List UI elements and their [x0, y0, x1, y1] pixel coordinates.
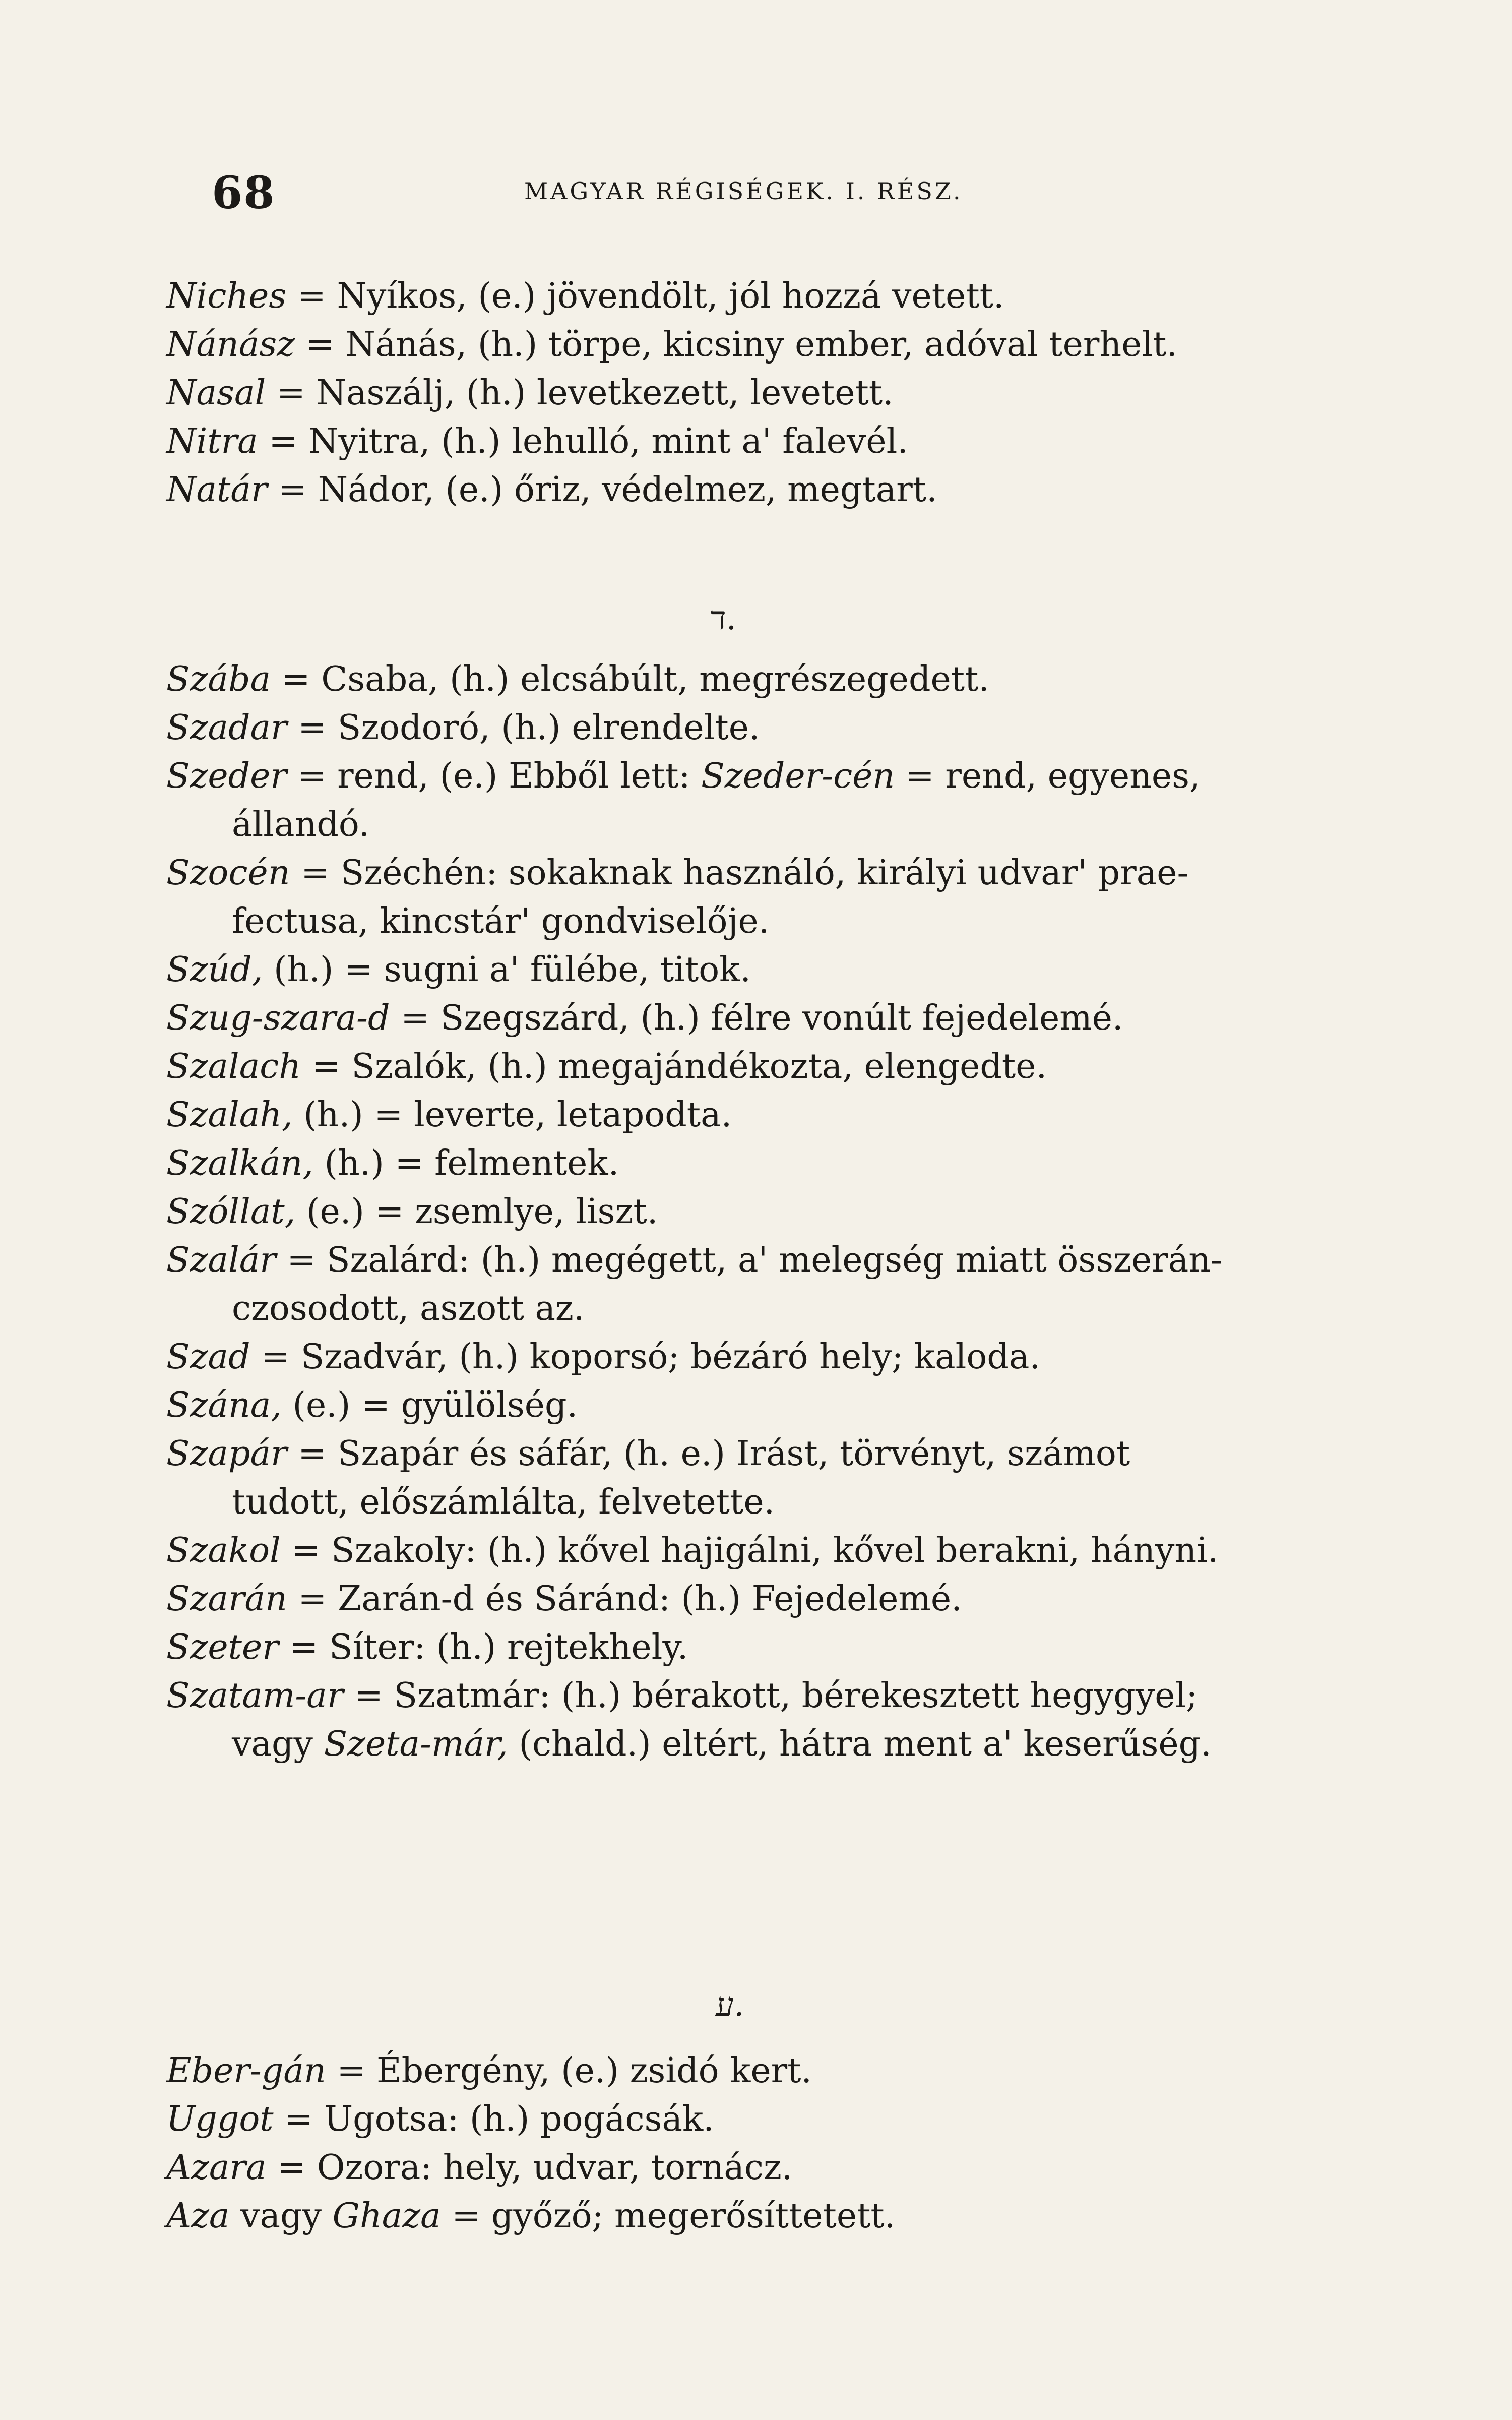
definition-part: = győző; megerősíttetett.	[440, 2196, 896, 2236]
inline-term: Ghaza	[332, 2196, 441, 2236]
headword: Nitra	[166, 421, 258, 461]
headword: Szalkán,	[166, 1143, 313, 1183]
headword: Niches	[166, 276, 287, 316]
definition: = Szodoró, (h.) elrendelte.	[287, 708, 760, 748]
definition: = Síter: (h.) rejtekhely.	[278, 1627, 688, 1667]
entry-eber-gan	[166, 2047, 1386, 2095]
headword: Eber-gán	[166, 2051, 326, 2091]
entry-szud	[166, 946, 1386, 994]
definition: = Nyitra, (h.) lehulló, mint a' falevél.	[258, 421, 908, 461]
definition: = Szatmár: (h.) bérakott, bérekesztett hegygyel;	[343, 1676, 1198, 1716]
entry-szeter	[166, 1623, 1386, 1672]
page-header	[212, 166, 1320, 222]
headword: Aza	[166, 2196, 230, 2236]
definition: = Szakoly: (h.) kővel hajigálni, kővel berakni, hányni.	[280, 1531, 1219, 1570]
definition: = Szalárd: (h.) megégett, a' melegség miatt összerán-	[276, 1240, 1223, 1280]
entry-azara	[166, 2144, 1386, 2192]
definition: = Nyíkos, (e.) jövendölt, jól hozzá vetett.	[286, 276, 1004, 316]
headword: Nasal	[166, 373, 266, 413]
entry-szalar	[166, 1236, 1386, 1333]
running-head: MAGYAR RÉGISÉGEK. I. RÉSZ.	[524, 177, 963, 205]
continuation-part: (chald.) eltért, hátra ment a' keserűség.	[508, 1724, 1212, 1764]
section-sz-entries	[166, 655, 1386, 1769]
headword: Szarán	[166, 1579, 287, 1619]
headword: Nánász	[166, 325, 295, 365]
definition-part: = rend, egyenes,	[895, 756, 1201, 796]
definition: = Zarán-d és Sáránd: (h.) Fejedelemé.	[287, 1579, 962, 1619]
definition: = Ozora: hely, udvar, tornácz.	[266, 2148, 793, 2188]
continuation-line: fectusa, kincstár' gondviselője.	[232, 901, 770, 941]
entry-szakol	[166, 1527, 1386, 1575]
headword: Uggot	[166, 2099, 274, 2139]
definition: (h.) = felmentek.	[313, 1143, 619, 1183]
continuation-line: állandó.	[232, 805, 370, 844]
section-ayin-entries	[166, 2047, 1386, 2241]
page-number: 68	[212, 166, 276, 219]
continuation-part: vagy	[232, 1724, 324, 1764]
entry-szana	[166, 1381, 1386, 1430]
definition: = Csaba, (h.) elcsábúlt, megrészegedett.	[271, 659, 990, 699]
definition: (h.) = leverte, letapodta.	[292, 1095, 732, 1135]
headword: Szúd,	[166, 950, 263, 990]
headword: Szóllat,	[166, 1192, 296, 1232]
headword: Szug-szara-d	[166, 998, 390, 1038]
definition: = Szapár és sáfár, (h. e.) Irást, törvényt, számot	[287, 1434, 1130, 1474]
definition-part: = rend, (e.) Ebből lett:	[286, 756, 702, 796]
definition-part: vagy	[229, 2196, 333, 2236]
definition: = Szalók, (h.) megajándékozta, elengedte.	[301, 1047, 1047, 1086]
headword: Szalah,	[166, 1095, 293, 1135]
continuation-line: tudott, előszámlálta, felvetette.	[232, 1482, 775, 1522]
definition: = Nánás, (h.) törpe, kicsiny ember, adóval terhelt.	[295, 325, 1178, 365]
headword: Szána,	[166, 1385, 282, 1425]
definition: = Naszálj, (h.) levetkezett, levetett.	[266, 373, 894, 413]
headword: Szadar	[166, 708, 287, 748]
headword: Szatam-ar	[166, 1676, 344, 1716]
definition: = Szegszárd, (h.) félre vonúlt fejedelemé.	[390, 998, 1123, 1038]
headword: Szeder	[166, 756, 287, 796]
headword: Natár	[166, 470, 268, 510]
entry-szollat	[166, 1188, 1386, 1236]
section-letter-dalet: ד.	[711, 600, 737, 637]
headword: Szapár	[166, 1434, 287, 1474]
headword: Szalach	[166, 1047, 301, 1086]
headword: Szakol	[166, 1531, 281, 1570]
entry-niches	[166, 272, 1386, 321]
entry-szeder	[166, 752, 1386, 849]
headword: Szába	[166, 659, 271, 699]
entry-uggot	[166, 2095, 1386, 2144]
definition: = Ébergény, (e.) zsidó kert.	[326, 2051, 812, 2091]
entry-szalkan	[166, 1139, 1386, 1188]
definition: (h.) = sugni a' fülébe, titok.	[263, 950, 751, 990]
section-letter-ayin: ע.	[716, 1986, 744, 2024]
entry-szalach	[166, 1043, 1386, 1091]
entry-szaran	[166, 1575, 1386, 1623]
headword: Azara	[166, 2148, 267, 2188]
definition: (e.) = zsemlye, liszt.	[295, 1192, 658, 1232]
inline-term: Szeder-cén	[701, 756, 895, 796]
entry-szalah	[166, 1091, 1386, 1139]
entry-aza	[166, 2192, 1386, 2241]
entry-szocen	[166, 849, 1386, 946]
definition: = Nádor, (e.) őriz, védelmez, megtart.	[267, 470, 937, 510]
definition: (e.) = gyülölség.	[281, 1385, 578, 1425]
continuation-line: czosodott, aszott az.	[232, 1289, 585, 1328]
entry-nitra	[166, 417, 1386, 466]
headword: Szad	[166, 1337, 250, 1377]
continuation-line	[166, 1720, 1386, 1769]
definition: = Szadvár, (h.) koporsó; bézáró hely; kaloda.	[250, 1337, 1041, 1377]
definition: = Széchén: sokaknak használó, királyi udvar' prae-	[290, 853, 1189, 893]
entry-szapar	[166, 1430, 1386, 1527]
entry-nanasz	[166, 321, 1386, 369]
section-n-entries	[166, 272, 1386, 514]
entry-nasal	[166, 369, 1386, 417]
entry-szug-szara-d	[166, 994, 1386, 1043]
entry-szad	[166, 1333, 1386, 1381]
headword: Szocén	[166, 853, 290, 893]
inline-term: Szeta-már,	[324, 1724, 508, 1764]
entry-szatam-ar	[166, 1672, 1386, 1769]
headword: Szeter	[166, 1627, 279, 1667]
definition: = Ugotsa: (h.) pogácsák.	[273, 2099, 714, 2139]
entry-szadar	[166, 704, 1386, 752]
entry-szaba	[166, 655, 1386, 704]
entry-natar	[166, 466, 1386, 514]
headword: Szalár	[166, 1240, 276, 1280]
